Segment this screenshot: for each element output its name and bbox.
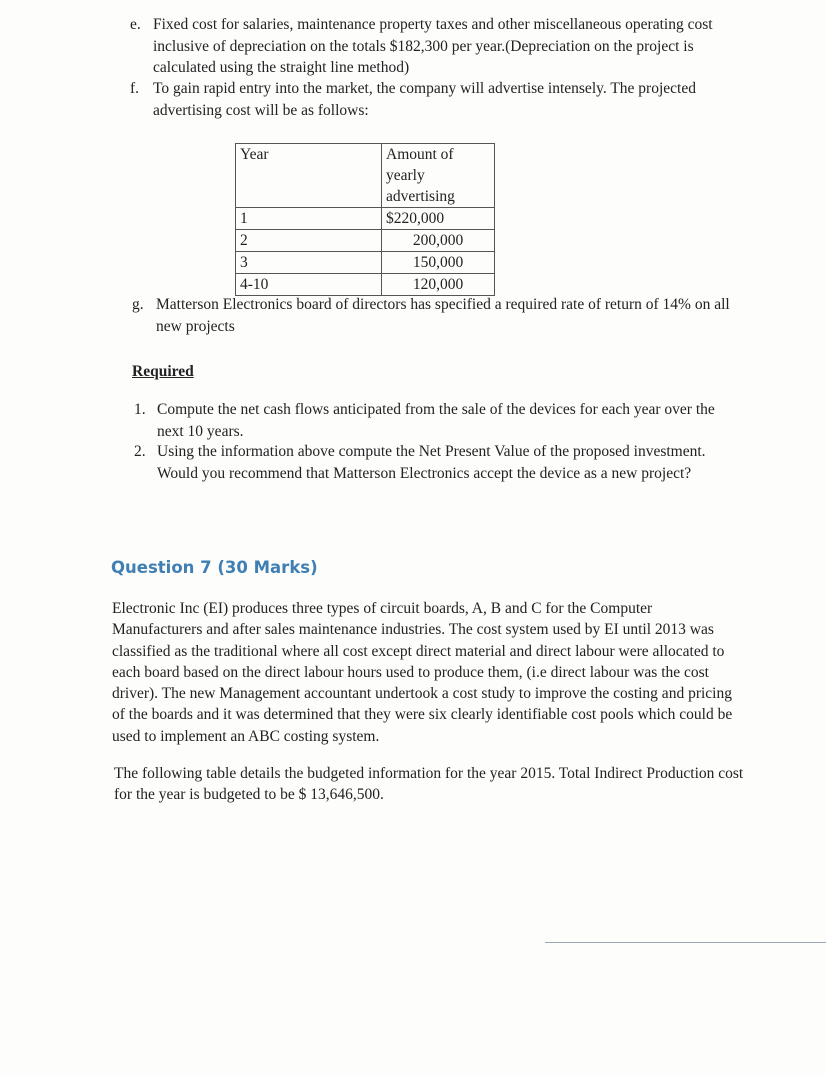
list-item-text: Compute the net cash flows anticipated from the sale of the devices for each year over the next 10 years. [157,401,715,440]
cell-amount: 150,000 [382,252,495,274]
header-amount: Amount of yearly advertising [382,144,495,208]
list-item-text: Fixed cost for salaries, maintenance property taxes and other miscellaneous operating cost inclusive of depreciation on the totals $182,300 per year.(Depreciation on the project is calculated using the straight line method) [153,16,713,76]
table-row [236,252,495,274]
list-marker: 1. [134,401,146,418]
advertising-table [235,143,495,296]
list-marker: e. [130,16,141,33]
question-paragraph-1: Electronic Inc (EI) produces three types of circuit boards, A, B and C for the Computer Manufacturers and after sales maintenance industries. The cost system used by EI until 2013 was classified as the traditional where all cost except direct material and direct labour were allocated to each board based on the direct labour hours used to produce them, (i.e direct labour was the cost driver). The new Management accountant undertook a cost study to improve the costing and pricing of the boards and it was determined that they were six clearly identifiable cost pools which could be used to implement an ABC costing system. [112,600,733,745]
required-heading: Required [132,363,194,380]
list-item-e [130,14,740,79]
list-item-g [132,294,742,337]
cell-year: 3 [236,252,382,274]
list-item-f [130,78,740,121]
header-year: Year [236,144,382,208]
list-item-text: To gain rapid entry into the market, the company will advertise intensely. The projected advertising cost will be as follows: [153,80,696,119]
list-marker: 2. [134,443,146,460]
required-item-2 [134,441,740,484]
required-item-1 [134,399,740,442]
cell-year: 4-10 [236,274,382,296]
table-header-row [236,144,495,208]
table-row [236,274,495,296]
question-paragraph-2: The following table details the budgeted information for the year 2015. Total Indirect Production cost for the year is budgeted to be $ 13,646,500. [114,765,744,804]
list-marker: g. [132,296,144,313]
horizontal-rule [545,942,826,943]
list-item-text: Matterson Electronics board of directors has specified a required rate of return of 14% on all new projects [156,296,730,335]
cell-amount: 200,000 [382,230,495,252]
cell-amount: 120,000 [382,274,495,296]
question-heading: Question 7 (30 Marks) [111,558,318,577]
list-marker: f. [130,80,140,97]
cell-year: 2 [236,230,382,252]
list-item-text: Using the information above compute the Net Present Value of the proposed investment. Would you recommend that Matterson Electronics accept the device as a new project? [157,443,706,482]
cell-year: 1 [236,208,382,230]
table-row [236,208,495,230]
table-row [236,230,495,252]
cell-amount: $220,000 [382,208,495,230]
